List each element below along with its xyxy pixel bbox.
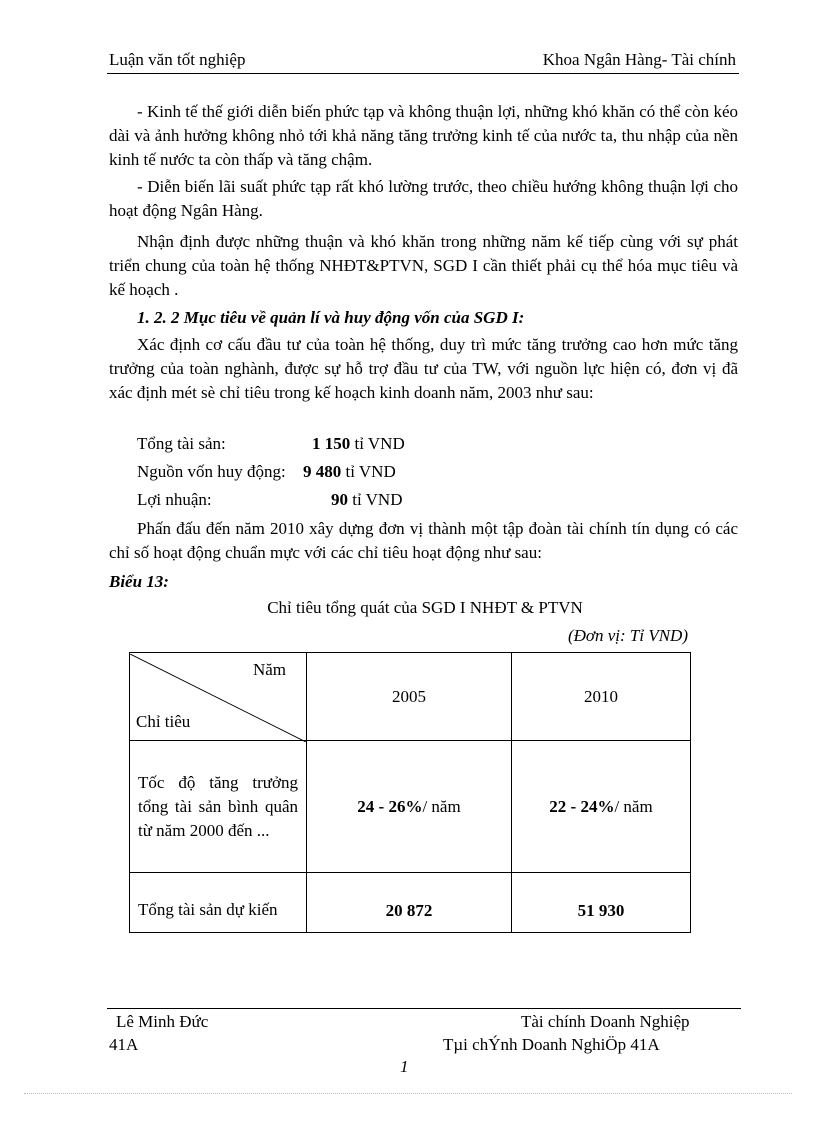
target-label: Tổng tài sản: bbox=[137, 434, 226, 453]
paragraph-2010-goal: Phấn đấu đến năm 2010 xây dựng đơn vị thành một tập đoàn tài chính tín dụng có các chỉ số hoạt động chuẩn mực với các chỉ tiêu hoạt động như sau: bbox=[109, 519, 738, 562]
header-indicator-label: Chỉ tiêu bbox=[136, 711, 191, 731]
growth-2010: 22 - 24% bbox=[549, 796, 615, 816]
table-row bbox=[130, 873, 691, 933]
indicator-total-assets: Tổng tài sản dự kiến bbox=[138, 899, 278, 919]
page-number: 1 bbox=[400, 1057, 409, 1076]
header-divider bbox=[107, 73, 739, 74]
header-left: Luận văn tốt nghiệp bbox=[109, 50, 246, 69]
table-row bbox=[130, 741, 691, 873]
paragraph-interest-rate: - Diễn biến lãi suất phức tạp rất khó lường trước, theo chiều hướng không thuận lợi cho hoạt động Ngân Hàng. bbox=[109, 177, 738, 220]
target-unit: tỉ VND bbox=[350, 434, 405, 453]
target-label: Lợi nhuận: bbox=[137, 490, 212, 509]
diagonal-header-cell bbox=[130, 653, 307, 741]
target-value: 1 150 bbox=[312, 434, 351, 453]
year-header-2010: 2010 bbox=[512, 653, 691, 741]
indicator-table bbox=[129, 652, 691, 933]
target-value: 90 bbox=[331, 490, 348, 509]
table-label: Biểu 13: bbox=[109, 572, 169, 591]
table-caption: Chỉ tiêu tổng quát của SGD I NHĐT & PTVN bbox=[267, 598, 583, 617]
paragraph-objectives: Xác định cơ cấu đầu tư của toàn hệ thống, duy trì mức tăng trưởng cao hơn mức tăng trưởng của toàn nghành, được sự hỗ trợ đầu tư của TW, với nguồn lực hiện có, đơn vị đã xác định mét sè chỉ tiêu trong kế hoạch kinh doanh năm, 2003 như sau: bbox=[109, 335, 738, 402]
per-year-suffix: / năm bbox=[614, 796, 653, 816]
paragraph-assessment: Nhận định được những thuận và khó khăn trong những năm kế tiếp cùng với sự phát triển chung của toàn hệ thống NHĐT&PTVN, SGD I cần thiết phải cụ thể hóa mục tiêu và kế hoạch . bbox=[109, 232, 738, 299]
header-year-label: Năm bbox=[252, 659, 286, 679]
section-heading: 1. 2. 2 Mục tiêu về quản lí và huy động vốn của SGD I: bbox=[137, 308, 525, 327]
footer-author: Lê Minh Đức bbox=[116, 1012, 209, 1031]
header-right: Khoa Ngân Hàng- Tài chính bbox=[542, 50, 736, 69]
target-row-profit bbox=[137, 490, 402, 510]
total-assets-2010: 51 930 bbox=[577, 900, 625, 920]
year-header-2005: 2005 bbox=[307, 653, 512, 741]
target-unit: tỉ VND bbox=[341, 462, 396, 481]
footer-department-garbled: Tµi chÝnh Doanh NghiÖp 41A bbox=[443, 1035, 660, 1054]
target-label: Nguồn vốn huy động: bbox=[137, 462, 286, 481]
target-unit: tỉ VND bbox=[348, 490, 403, 509]
value-cell-2005 bbox=[307, 873, 512, 933]
page-break-line bbox=[24, 1093, 792, 1094]
value-cell-2010 bbox=[512, 873, 691, 933]
target-row-mobilized-capital bbox=[137, 462, 396, 482]
per-year-suffix: / năm bbox=[422, 796, 461, 816]
value-cell-2005 bbox=[307, 741, 512, 873]
footer-divider bbox=[107, 1008, 741, 1009]
indicator-cell bbox=[130, 873, 307, 933]
value-cell-2010 bbox=[512, 741, 691, 873]
table-unit: (Đơn vị: Tỉ VND) bbox=[567, 626, 688, 645]
paragraph-world-economy: - Kinh tế thế giới diễn biến phức tạp và không thuận lợi, những khó khăn có thể còn kéo dài và ảnh hưởng không nhỏ tới khả năng tăng trưởng kinh tế của nước ta, thu nhập của nền kinh tế nước ta còn thấp và tăng chậm. bbox=[109, 102, 738, 169]
growth-2005: 24 - 26% bbox=[357, 796, 423, 816]
footer-department: Tài chính Doanh Nghiệp bbox=[521, 1012, 690, 1031]
indicator-growth: Tốc độ tăng trưởng tổng tài sản bình quân từ năm 2000 đến ... bbox=[138, 772, 298, 840]
footer-class: 41A bbox=[109, 1035, 139, 1054]
total-assets-2005: 20 872 bbox=[385, 900, 433, 920]
target-value: 9 480 bbox=[303, 462, 342, 481]
target-row-total-assets bbox=[137, 434, 405, 454]
indicator-cell bbox=[130, 741, 307, 873]
